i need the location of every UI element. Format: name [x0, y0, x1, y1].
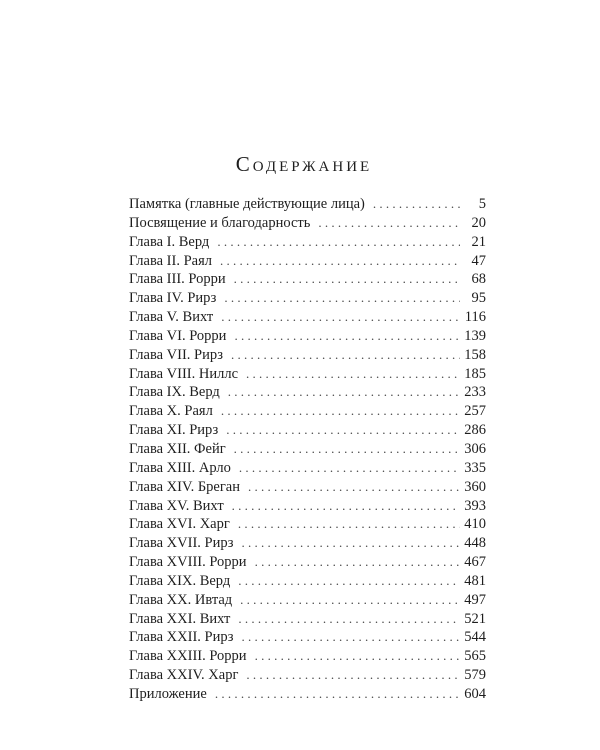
toc-entry[interactable] — [129, 214, 486, 233]
toc-entry-page-number: 544 — [464, 629, 486, 646]
toc-entry-page-number: 410 — [464, 516, 486, 533]
dot-leader — [246, 666, 460, 685]
toc-entry[interactable] — [129, 459, 486, 478]
toc-entry-label: Глава XVII. Рирз — [129, 535, 234, 552]
toc-entry[interactable] — [129, 591, 486, 610]
dot-leader — [373, 195, 460, 214]
toc-entry-page-number: 21 — [471, 233, 486, 250]
toc-entry-page-number: 185 — [464, 365, 486, 382]
toc-entry-label: Глава XIV. Бреган — [129, 478, 240, 495]
toc-entry-page-number: 20 — [471, 214, 486, 231]
toc-entry[interactable] — [129, 365, 486, 384]
dot-leader — [238, 572, 460, 591]
toc-entry[interactable] — [129, 515, 486, 534]
toc-entry-page-number: 286 — [464, 422, 486, 439]
dot-leader — [248, 478, 460, 497]
toc-entry-page-number: 306 — [464, 440, 486, 457]
dot-leader — [318, 214, 460, 233]
toc-entry-page-number: 47 — [471, 252, 486, 269]
toc-entry-label: Глава XX. Ивтад — [129, 591, 233, 608]
toc-entry-page-number: 95 — [471, 290, 486, 307]
toc-entry-label: Глава XVI. Харг — [129, 516, 230, 533]
toc-entry-label: Глава III. Рорри — [129, 271, 226, 288]
toc-entry[interactable] — [129, 233, 486, 252]
toc-entry-label: Посвящение и благодарность — [129, 214, 311, 231]
dot-leader — [226, 421, 460, 440]
toc-entry-label: Глава V. Вихт — [129, 309, 214, 326]
toc-entry-page-number: 360 — [464, 478, 486, 495]
toc-entry-label: Глава XVIII. Рорри — [129, 554, 247, 571]
toc-entry-label: Глава XI. Рирз — [129, 422, 219, 439]
dot-leader — [228, 383, 460, 402]
toc-entry-page-number: 497 — [464, 591, 486, 608]
toc-list — [129, 195, 486, 704]
dot-leader — [240, 591, 460, 610]
toc-entry[interactable] — [129, 308, 486, 327]
dot-leader — [234, 270, 460, 289]
toc-entry[interactable] — [129, 421, 486, 440]
toc-entry-label: Приложение — [129, 685, 207, 702]
toc-entry[interactable] — [129, 383, 486, 402]
toc-entry[interactable] — [129, 478, 486, 497]
dot-leader — [246, 365, 460, 384]
toc-entry-page-number: 604 — [464, 685, 486, 702]
toc-entry-label: Глава XXIV. Харг — [129, 667, 239, 684]
toc-entry-page-number: 393 — [464, 497, 486, 514]
dot-leader — [221, 402, 460, 421]
toc-entry[interactable] — [129, 628, 486, 647]
toc-entry-label: Глава XXI. Вихт — [129, 610, 231, 627]
dot-leader — [238, 610, 460, 629]
dot-leader — [234, 440, 460, 459]
toc-entry-label: Глава XV. Вихт — [129, 497, 224, 514]
toc-entry-label: Глава XII. Фейг — [129, 440, 226, 457]
toc-entry-label: Глава XIX. Верд — [129, 572, 231, 589]
toc-entry-page-number: 233 — [464, 384, 486, 401]
toc-entry-label: Глава VII. Рирз — [129, 346, 224, 363]
toc-entry-label: Глава VI. Рорри — [129, 327, 227, 344]
dot-leader — [255, 647, 460, 666]
toc-entry-label: Глава II. Раял — [129, 252, 212, 269]
toc-entry-page-number: 521 — [464, 610, 486, 627]
toc-entry[interactable] — [129, 440, 486, 459]
page-title: Содержание — [235, 152, 373, 176]
toc-entry-label: Памятка (главные действующие лица) — [129, 196, 365, 212]
dot-leader — [220, 252, 460, 271]
toc-entry-page-number: 579 — [464, 667, 486, 684]
toc-entry-label: Глава IV. Рирз — [129, 290, 217, 307]
toc-entry-label: Глава VIII. Ниллс — [129, 365, 239, 382]
toc-entry[interactable] — [129, 685, 486, 704]
toc-entry[interactable] — [129, 666, 486, 685]
toc-entry-page-number: 467 — [464, 554, 486, 571]
dot-leader — [217, 233, 460, 252]
toc-entry-page-number: 5 — [478, 196, 486, 212]
toc-entry[interactable] — [129, 327, 486, 346]
toc-entry[interactable] — [129, 402, 486, 421]
dot-leader — [231, 346, 460, 365]
toc-entry[interactable] — [129, 195, 486, 214]
dot-leader — [221, 308, 460, 327]
dot-leader — [224, 289, 460, 308]
toc-entry[interactable] — [129, 534, 486, 553]
dot-leader — [232, 497, 460, 516]
toc-entry[interactable] — [129, 553, 486, 572]
toc-entry-label: Глава XIII. Арло — [129, 459, 231, 476]
toc-entry[interactable] — [129, 270, 486, 289]
toc-entry-page-number: 68 — [471, 271, 486, 288]
toc-entry-page-number: 139 — [464, 327, 486, 344]
toc-entry[interactable] — [129, 289, 486, 308]
toc-entry[interactable] — [129, 610, 486, 629]
toc-entry-label: Глава X. Раял — [129, 403, 213, 420]
toc-entry[interactable] — [129, 572, 486, 591]
toc-entry[interactable] — [129, 252, 486, 271]
toc-entry[interactable] — [129, 497, 486, 516]
dot-leader — [215, 685, 460, 704]
toc-entry-page-number: 158 — [464, 346, 486, 363]
toc-entry-page-number: 257 — [464, 403, 486, 420]
dot-leader — [255, 553, 460, 572]
toc-entry[interactable] — [129, 346, 486, 365]
dot-leader — [238, 515, 460, 534]
toc-entry-label: Глава I. Верд — [129, 233, 210, 250]
toc-entry-page-number: 335 — [464, 459, 486, 476]
toc-entry-page-number: 481 — [464, 572, 486, 589]
toc-entry[interactable] — [129, 647, 486, 666]
toc-entry-label: Глава XXIII. Рорри — [129, 648, 247, 665]
dot-leader — [242, 534, 460, 553]
toc-entry-page-number: 565 — [464, 648, 486, 665]
dot-leader — [239, 459, 460, 478]
toc-entry-page-number: 448 — [464, 535, 486, 552]
dot-leader — [234, 327, 460, 346]
toc-entry-page-number: 116 — [464, 309, 486, 326]
toc-entry-label: Глава IX. Верд — [129, 384, 220, 401]
toc-entry-label: Глава XXII. Рирз — [129, 629, 234, 646]
dot-leader — [242, 628, 460, 647]
